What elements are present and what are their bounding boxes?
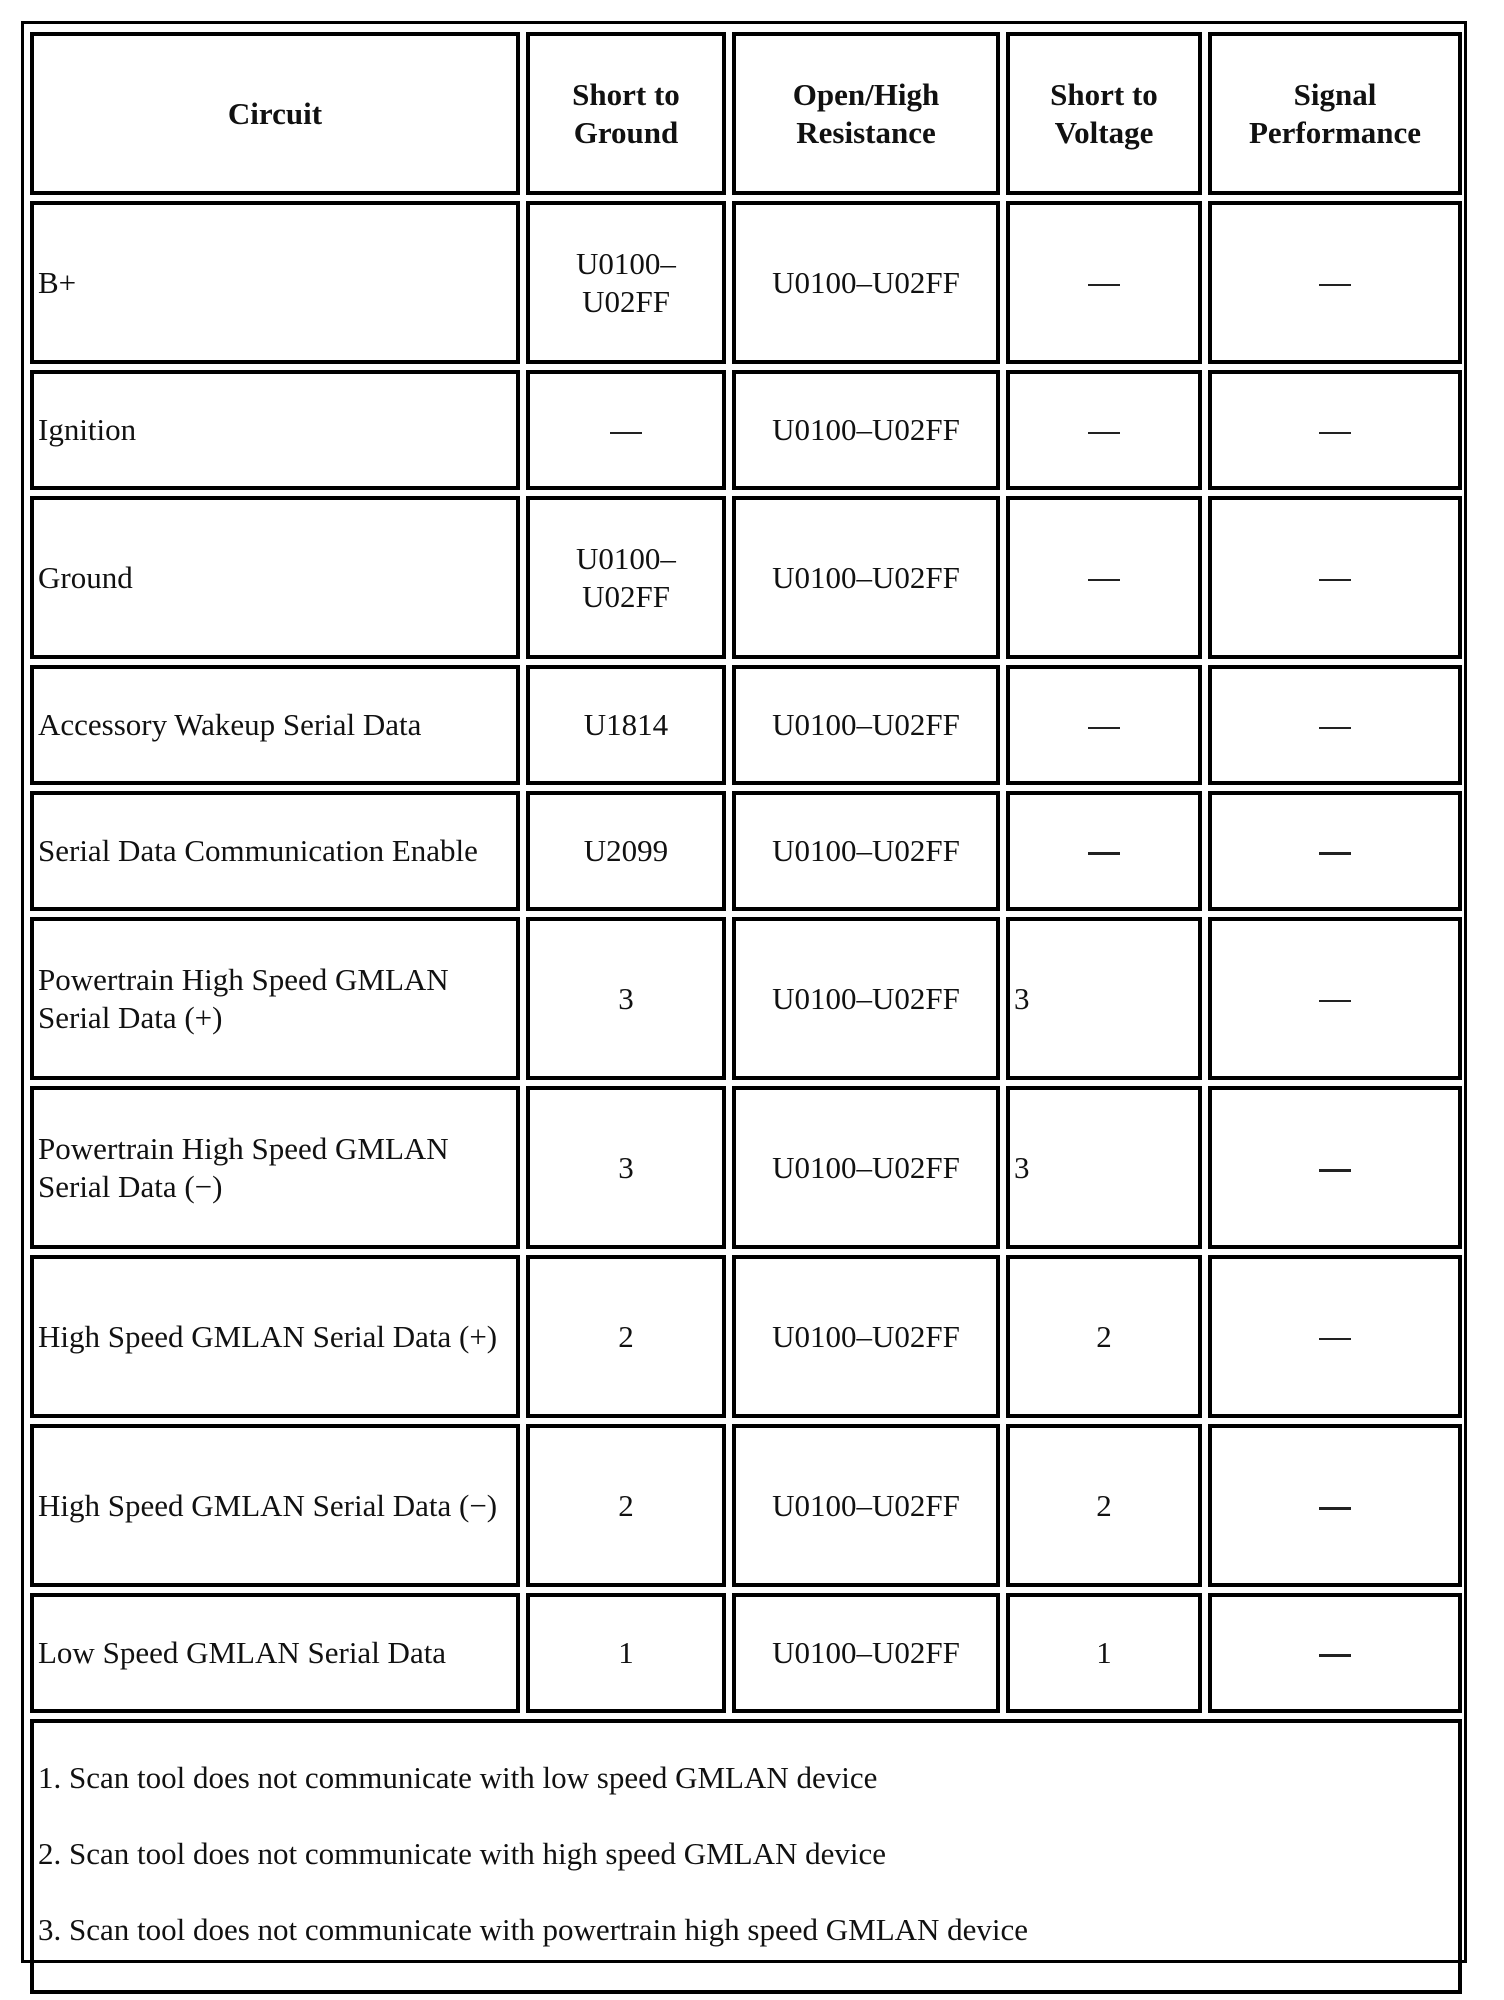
cell-short-to-voltage — [1006, 496, 1202, 659]
cell-circuit: High Speed GMLAN Serial Data (−) — [30, 1424, 520, 1587]
cell-signal-performance — [1208, 370, 1462, 490]
header-short-to-voltage: Short to Voltage — [1006, 32, 1202, 195]
cell-short-to-ground: 2 — [526, 1255, 726, 1418]
header-open-high-resistance: Open/High Resistance — [732, 32, 1000, 195]
em-dash-mark — [1319, 1169, 1351, 1172]
cell-signal-performance — [1208, 1086, 1462, 1249]
cell-short-to-ground: U0100– U02FF — [526, 496, 726, 659]
em-dash-mark — [1088, 852, 1120, 855]
notes-cell — [30, 1719, 1462, 1994]
table-row — [30, 1593, 1462, 1713]
em-dash-mark — [1319, 1338, 1351, 1340]
cell-short-to-voltage — [1006, 665, 1202, 785]
cell-circuit: B+ — [30, 201, 520, 364]
em-dash-mark — [1319, 852, 1351, 855]
cell-circuit: Ground — [30, 496, 520, 659]
cell-open-high-resistance: U0100–U02FF — [732, 370, 1000, 490]
cell-short-to-voltage — [1006, 201, 1202, 364]
em-dash-mark — [1319, 284, 1351, 286]
cell-short-to-ground — [526, 370, 726, 490]
cell-circuit: High Speed GMLAN Serial Data (+) — [30, 1255, 520, 1418]
cell-signal-performance — [1208, 201, 1462, 364]
cell-short-to-voltage: 3 — [1006, 917, 1202, 1080]
table-row — [30, 791, 1462, 911]
cell-short-to-ground: U0100– U02FF — [526, 201, 726, 364]
cell-signal-performance — [1208, 917, 1462, 1080]
cell-open-high-resistance: U0100–U02FF — [732, 1424, 1000, 1587]
table-row — [30, 496, 1462, 659]
cell-open-high-resistance: U0100–U02FF — [732, 1593, 1000, 1713]
cell-signal-performance — [1208, 791, 1462, 911]
em-dash-mark — [1088, 432, 1120, 434]
table-row — [30, 1255, 1462, 1418]
cell-signal-performance — [1208, 1593, 1462, 1713]
cell-signal-performance — [1208, 1424, 1462, 1587]
cell-short-to-voltage: 2 — [1006, 1255, 1202, 1418]
em-dash-mark — [1088, 284, 1120, 286]
em-dash-mark — [1319, 727, 1351, 729]
cell-open-high-resistance: U0100–U02FF — [732, 1086, 1000, 1249]
cell-open-high-resistance: U0100–U02FF — [732, 791, 1000, 911]
em-dash-mark — [1319, 1654, 1351, 1657]
cell-signal-performance — [1208, 1255, 1462, 1418]
cell-circuit: Ignition — [30, 370, 520, 490]
cell-open-high-resistance: U0100–U02FF — [732, 496, 1000, 659]
em-dash-mark — [1088, 727, 1120, 729]
cell-circuit: Powertrain High Speed GMLAN Serial Data (+) — [30, 917, 520, 1080]
em-dash-mark — [1319, 579, 1351, 581]
cell-short-to-voltage — [1006, 370, 1202, 490]
cell-short-to-ground: U2099 — [526, 791, 726, 911]
table-row — [30, 665, 1462, 785]
table-row — [30, 370, 1462, 490]
cell-open-high-resistance: U0100–U02FF — [732, 1255, 1000, 1418]
cell-circuit: Low Speed GMLAN Serial Data — [30, 1593, 520, 1713]
note-2: 2. Scan tool does not communicate with high speed GMLAN device — [38, 1836, 887, 1871]
cell-open-high-resistance: U0100–U02FF — [732, 201, 1000, 364]
cell-short-to-ground: 1 — [526, 1593, 726, 1713]
cell-short-to-ground: 3 — [526, 1086, 726, 1249]
em-dash-mark — [1319, 1000, 1351, 1002]
cell-short-to-ground: 3 — [526, 917, 726, 1080]
cell-open-high-resistance: U0100–U02FF — [732, 665, 1000, 785]
table-row — [30, 917, 1462, 1080]
em-dash-mark — [1319, 1507, 1351, 1510]
em-dash-mark — [1319, 432, 1351, 434]
em-dash-mark — [610, 432, 642, 434]
cell-open-high-resistance: U0100–U02FF — [732, 917, 1000, 1080]
table-header-row — [30, 32, 1462, 195]
header-short-to-ground: Short to Ground — [526, 32, 726, 195]
cell-signal-performance — [1208, 496, 1462, 659]
cell-short-to-voltage: 3 — [1006, 1086, 1202, 1249]
dtc-circuit-table — [24, 26, 1468, 2000]
note-3: 3. Scan tool does not communicate with powertrain high speed GMLAN device — [38, 1912, 1029, 1947]
header-circuit: Circuit — [30, 32, 520, 195]
note-1: 1. Scan tool does not communicate with low speed GMLAN device — [38, 1760, 878, 1795]
cell-circuit: Serial Data Communication Enable — [30, 791, 520, 911]
cell-short-to-voltage — [1006, 791, 1202, 911]
notes-row — [30, 1719, 1462, 1994]
cell-signal-performance — [1208, 665, 1462, 785]
cell-short-to-ground: 2 — [526, 1424, 726, 1587]
table-row — [30, 201, 1462, 364]
cell-short-to-ground: U1814 — [526, 665, 726, 785]
cell-circuit: Accessory Wakeup Serial Data — [30, 665, 520, 785]
cell-circuit: Powertrain High Speed GMLAN Serial Data (−) — [30, 1086, 520, 1249]
table-row — [30, 1424, 1462, 1587]
table-row — [30, 1086, 1462, 1249]
em-dash-mark — [1088, 579, 1120, 581]
cell-short-to-voltage: 1 — [1006, 1593, 1202, 1713]
cell-short-to-voltage: 2 — [1006, 1424, 1202, 1587]
header-signal-performance: Signal Performance — [1208, 32, 1462, 195]
